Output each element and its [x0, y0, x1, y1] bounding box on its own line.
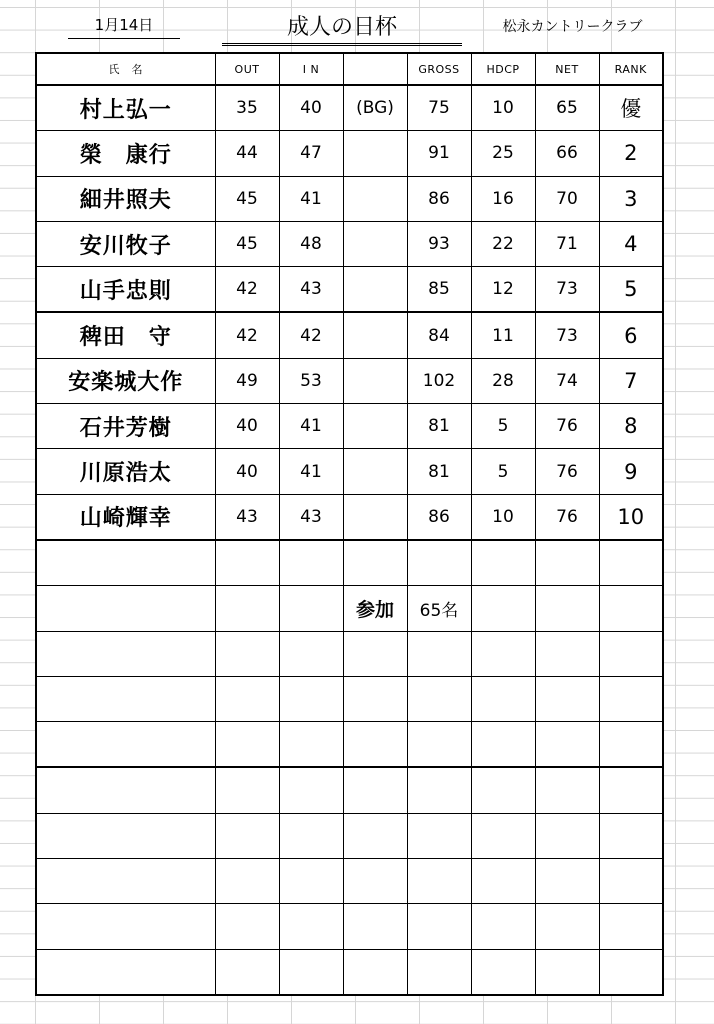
player-gross: 81: [407, 404, 471, 449]
empty-cell: [599, 949, 663, 995]
empty-cell: [407, 767, 471, 813]
player-rank: 3: [599, 176, 663, 221]
player-out: 42: [215, 267, 279, 313]
player-note: [343, 494, 407, 540]
empty-cell: [471, 949, 535, 995]
col-out-header: OUT: [215, 53, 279, 85]
player-note: [343, 131, 407, 176]
table-row: [36, 859, 663, 904]
empty-cell: [343, 540, 407, 586]
player-net: 65: [535, 85, 599, 131]
empty-cell: [343, 676, 407, 721]
player-rank: 4: [599, 221, 663, 266]
empty-cell: [535, 540, 599, 586]
col-net-header: NET: [535, 53, 599, 85]
player-name: 川原浩太: [36, 449, 215, 494]
empty-cell: [36, 904, 215, 949]
player-rank: 優: [599, 85, 663, 131]
empty-cell: [535, 904, 599, 949]
empty-cell: [215, 586, 279, 631]
empty-cell: [36, 722, 215, 768]
empty-cell: [215, 676, 279, 721]
player-rank: 6: [599, 312, 663, 358]
empty-cell: [599, 631, 663, 676]
player-out: 40: [215, 449, 279, 494]
empty-cell: [407, 904, 471, 949]
player-note: [343, 312, 407, 358]
player-note: [343, 221, 407, 266]
empty-cell: [279, 904, 343, 949]
empty-cell: [279, 949, 343, 995]
player-note: [343, 176, 407, 221]
player-out: 49: [215, 358, 279, 403]
empty-cell: [215, 722, 279, 768]
player-net: 76: [535, 404, 599, 449]
col-hdcp-header: HDCP: [471, 53, 535, 85]
empty-cell: [599, 676, 663, 721]
empty-cell: [36, 540, 215, 586]
empty-cell: [215, 904, 279, 949]
player-gross: 91: [407, 131, 471, 176]
table-row: [36, 949, 663, 995]
table-row: [36, 540, 663, 586]
empty-cell: [343, 904, 407, 949]
empty-cell: [471, 586, 535, 631]
player-in: 47: [279, 131, 343, 176]
participants-label: 参加: [343, 586, 407, 631]
empty-cell: [471, 904, 535, 949]
empty-cell: [535, 949, 599, 995]
table-row: [36, 813, 663, 858]
player-gross: 75: [407, 85, 471, 131]
player-name: 稗田 守: [36, 312, 215, 358]
empty-cell: [36, 767, 215, 813]
empty-cell: [599, 586, 663, 631]
player-rank: 5: [599, 267, 663, 313]
empty-cell: [471, 722, 535, 768]
table-row: [36, 676, 663, 721]
header-row: [36, 53, 663, 85]
col-name-header: 氏 名: [36, 53, 215, 85]
empty-cell: [343, 859, 407, 904]
empty-cell: [471, 540, 535, 586]
player-name: 山手忠則: [36, 267, 215, 313]
col-gross-header: GROSS: [407, 53, 471, 85]
player-name: 榮 康行: [36, 131, 215, 176]
player-name: 安楽城大作: [36, 358, 215, 403]
empty-cell: [535, 586, 599, 631]
player-net: 76: [535, 449, 599, 494]
empty-cell: [279, 586, 343, 631]
empty-cell: [471, 859, 535, 904]
player-rank: 9: [599, 449, 663, 494]
player-out: 43: [215, 494, 279, 540]
empty-cell: [343, 949, 407, 995]
player-name: 村上弘一: [36, 85, 215, 131]
player-out: 44: [215, 131, 279, 176]
col-in-header: I N: [279, 53, 343, 85]
player-note: [343, 404, 407, 449]
empty-cell: [535, 631, 599, 676]
player-hdcp: 5: [471, 449, 535, 494]
empty-cell: [535, 767, 599, 813]
empty-cell: [343, 722, 407, 768]
player-in: 48: [279, 221, 343, 266]
empty-cell: [343, 813, 407, 858]
empty-cell: [215, 813, 279, 858]
empty-cell: [279, 813, 343, 858]
empty-cell: [471, 767, 535, 813]
empty-cell: [471, 631, 535, 676]
empty-cell: [36, 813, 215, 858]
empty-cell: [599, 540, 663, 586]
empty-cell: [215, 767, 279, 813]
player-net: 71: [535, 221, 599, 266]
player-name: 石井芳樹: [36, 404, 215, 449]
player-hdcp: 22: [471, 221, 535, 266]
empty-cell: [36, 586, 215, 631]
empty-cell: [599, 767, 663, 813]
player-net: 73: [535, 312, 599, 358]
player-note: (BG): [343, 85, 407, 131]
page-title: 成人の日杯: [222, 10, 462, 46]
empty-cell: [343, 767, 407, 813]
player-in: 53: [279, 358, 343, 403]
empty-cell: [535, 722, 599, 768]
player-rank: 2: [599, 131, 663, 176]
player-gross: 93: [407, 221, 471, 266]
player-in: 43: [279, 267, 343, 313]
participants-count: 65名: [407, 586, 471, 631]
table-row: [36, 586, 663, 631]
player-hdcp: 10: [471, 85, 535, 131]
club-name: 松永カントリークラブ: [502, 19, 643, 35]
player-hdcp: 5: [471, 404, 535, 449]
empty-cell: [407, 813, 471, 858]
table-row: [36, 631, 663, 676]
player-hdcp: 10: [471, 494, 535, 540]
player-rank: 8: [599, 404, 663, 449]
player-in: 43: [279, 494, 343, 540]
player-hdcp: 12: [471, 267, 535, 313]
empty-cell: [279, 767, 343, 813]
empty-cell: [407, 676, 471, 721]
player-gross: 86: [407, 176, 471, 221]
player-name: 山崎輝幸: [36, 494, 215, 540]
player-net: 73: [535, 267, 599, 313]
player-rank: 7: [599, 358, 663, 403]
results-table: [35, 52, 664, 996]
player-gross: 85: [407, 267, 471, 313]
player-note: [343, 449, 407, 494]
player-gross: 86: [407, 494, 471, 540]
empty-cell: [279, 631, 343, 676]
table-row: [36, 767, 663, 813]
table-row: [36, 722, 663, 768]
player-row: [36, 358, 663, 403]
player-hdcp: 16: [471, 176, 535, 221]
col-rank-header: RANK: [599, 53, 663, 85]
empty-cell: [407, 631, 471, 676]
player-row: [36, 494, 663, 540]
player-net: 74: [535, 358, 599, 403]
player-row: [36, 449, 663, 494]
player-row: [36, 221, 663, 266]
player-out: 42: [215, 312, 279, 358]
empty-cell: [535, 676, 599, 721]
player-out: 45: [215, 176, 279, 221]
empty-cell: [599, 859, 663, 904]
table-row: [36, 904, 663, 949]
player-name: 細井照夫: [36, 176, 215, 221]
empty-cell: [407, 722, 471, 768]
empty-cell: [471, 676, 535, 721]
empty-cell: [36, 859, 215, 904]
player-out: 35: [215, 85, 279, 131]
player-in: 42: [279, 312, 343, 358]
empty-cell: [36, 676, 215, 721]
player-out: 40: [215, 404, 279, 449]
player-gross: 84: [407, 312, 471, 358]
player-rank: 10: [599, 494, 663, 540]
player-in: 41: [279, 176, 343, 221]
empty-cell: [279, 859, 343, 904]
player-in: 40: [279, 85, 343, 131]
empty-cell: [407, 949, 471, 995]
empty-cell: [599, 722, 663, 768]
player-gross: 102: [407, 358, 471, 403]
col-note-header: [343, 53, 407, 85]
empty-cell: [343, 631, 407, 676]
empty-cell: [215, 859, 279, 904]
player-note: [343, 267, 407, 313]
player-row: [36, 85, 663, 131]
empty-cell: [599, 813, 663, 858]
empty-cell: [471, 813, 535, 858]
player-net: 70: [535, 176, 599, 221]
empty-cell: [279, 676, 343, 721]
empty-cell: [215, 631, 279, 676]
player-out: 45: [215, 221, 279, 266]
player-net: 66: [535, 131, 599, 176]
event-date: 1月14日: [68, 14, 180, 39]
player-row: [36, 312, 663, 358]
empty-cell: [407, 859, 471, 904]
empty-cell: [36, 631, 215, 676]
player-row: [36, 131, 663, 176]
player-row: [36, 176, 663, 221]
player-row: [36, 267, 663, 313]
player-name: 安川牧子: [36, 221, 215, 266]
player-hdcp: 25: [471, 131, 535, 176]
player-note: [343, 358, 407, 403]
player-net: 76: [535, 494, 599, 540]
player-row: [36, 404, 663, 449]
player-hdcp: 28: [471, 358, 535, 403]
empty-cell: [279, 540, 343, 586]
empty-cell: [599, 904, 663, 949]
empty-cell: [36, 949, 215, 995]
player-gross: 81: [407, 449, 471, 494]
empty-cell: [407, 540, 471, 586]
empty-cell: [279, 722, 343, 768]
empty-cell: [215, 949, 279, 995]
empty-cell: [535, 813, 599, 858]
empty-cell: [535, 859, 599, 904]
player-in: 41: [279, 404, 343, 449]
player-hdcp: 11: [471, 312, 535, 358]
empty-cell: [215, 540, 279, 586]
player-in: 41: [279, 449, 343, 494]
